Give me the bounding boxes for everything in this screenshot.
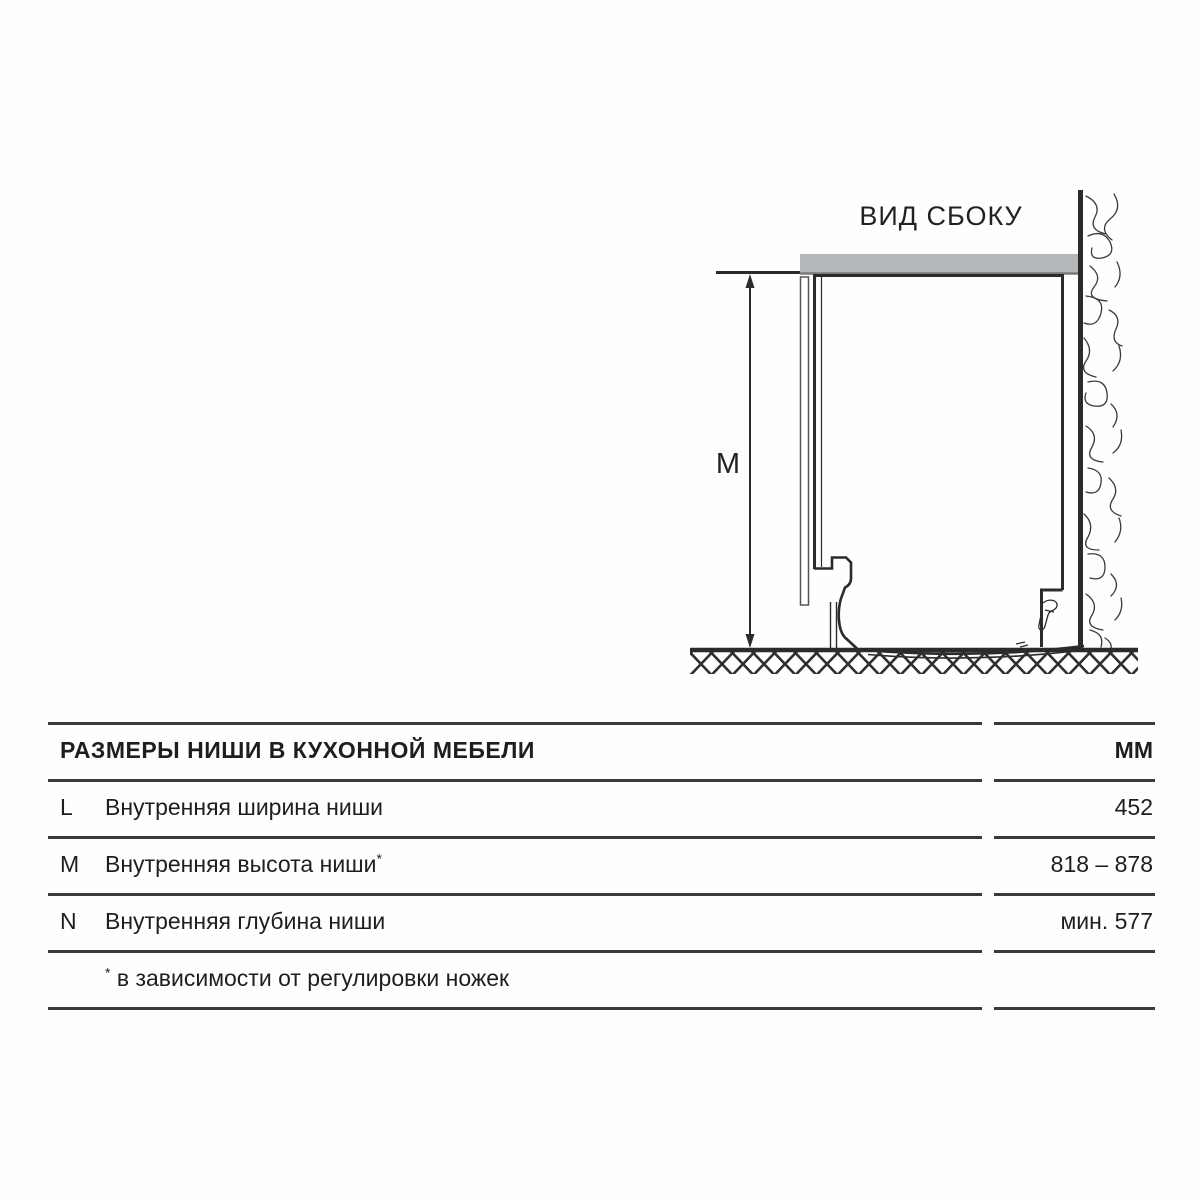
table-row-width (48, 779, 1155, 836)
appliance-outline (801, 275, 1085, 658)
floor-hatch (690, 652, 1138, 674)
table-footnote (105, 965, 509, 992)
table-row-height (48, 836, 1155, 893)
side-view-drawing (680, 180, 1160, 690)
row-key: M (60, 851, 80, 877)
table-rule (48, 1007, 982, 1010)
table-row-depth (48, 893, 1155, 950)
footnote-marker: * (376, 850, 382, 867)
row-label (105, 851, 382, 878)
appliance-bottom-profile (814, 558, 857, 649)
dimension-arrowhead-top (746, 274, 755, 288)
countertop (800, 254, 1078, 273)
base-pan-marks (1016, 642, 1028, 647)
table-header-row (48, 722, 1155, 779)
table-footnote-row (48, 950, 1155, 1007)
appliance-right-step (1042, 590, 1063, 647)
table-rule (994, 1007, 1155, 1010)
row-label: Внутренняя глубина ниши (105, 908, 386, 934)
dimension-label-m: M (715, 448, 741, 480)
row-key: L (60, 794, 73, 820)
row-value: мин. 577 (1060, 908, 1153, 934)
wall-hatch (1084, 194, 1122, 654)
row-label: Внутренняя ширина ниши (105, 794, 384, 820)
front-foot (831, 602, 837, 648)
side-view-diagram (680, 180, 1160, 690)
diagram-title: ВИД СБОКУ (859, 201, 1023, 231)
footnote-marker: * (105, 964, 111, 981)
footnote-text: в зависимости от регулировки ножек (116, 965, 510, 991)
dimension-arrowhead-bottom (746, 634, 755, 648)
table-title: РАЗМЕРЫ НИШИ В КУХОННОЙ МЕБЕЛИ (60, 737, 535, 763)
door-panel (801, 277, 809, 605)
row-key: N (60, 908, 77, 934)
unit-header: ММ (1114, 737, 1153, 763)
row-value: 818 – 878 (1050, 851, 1153, 877)
row-label-text: Внутренняя высота ниши (105, 851, 377, 877)
row-value: 452 (1114, 794, 1153, 820)
